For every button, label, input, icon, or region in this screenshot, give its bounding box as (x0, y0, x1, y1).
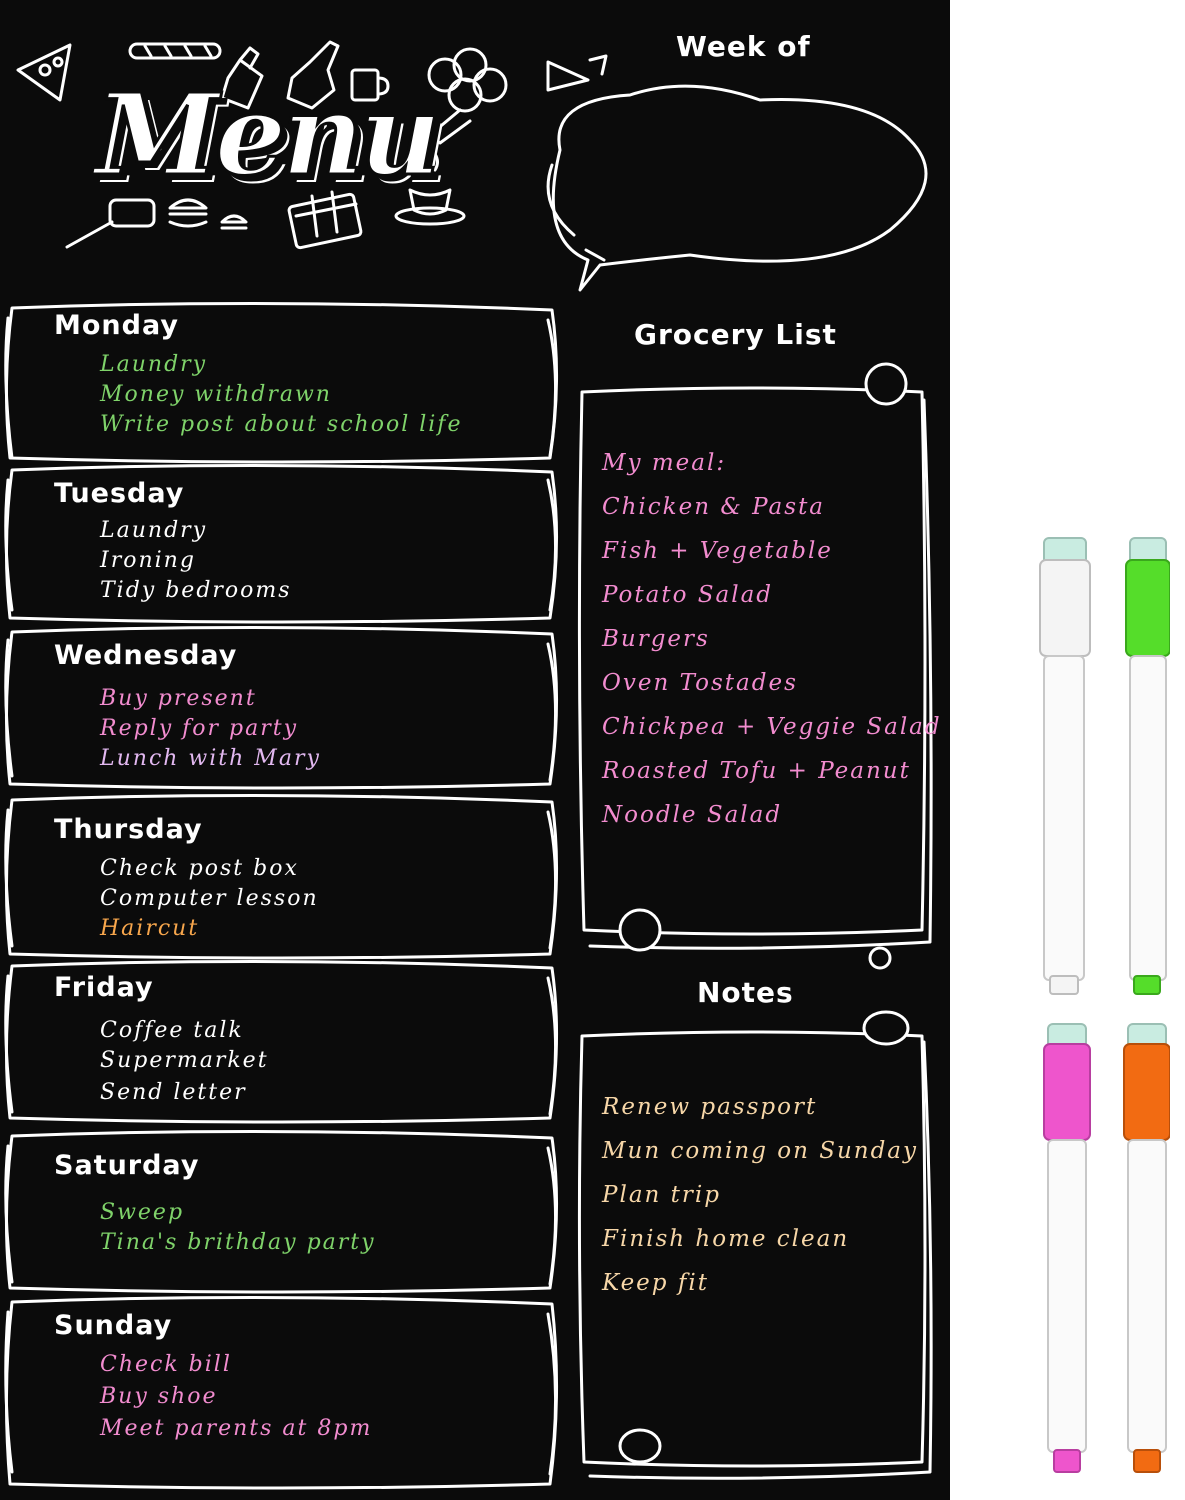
broccoli-icon (429, 49, 506, 143)
green-marker (1126, 538, 1170, 994)
white-marker (1040, 538, 1090, 994)
pizza-slice-icon (18, 45, 70, 100)
grocery-item: Chickpea + Veggie Salad (602, 714, 942, 740)
day-name-friday: Friday (54, 972, 154, 1003)
task-item: Haircut (100, 916, 200, 941)
task-item: Tidy bedrooms (100, 578, 292, 603)
pink-marker (1044, 1024, 1090, 1472)
day-name-tuesday: Tuesday (54, 478, 185, 509)
grocery-item: Burgers (602, 626, 710, 652)
task-item: Check post box (100, 856, 299, 881)
grocery-item: Potato Salad (602, 582, 774, 608)
task-item: Coffee talk (100, 1018, 244, 1043)
task-item: Ironing (100, 548, 196, 573)
task-item: Laundry (100, 352, 208, 377)
day-name-wednesday: Wednesday (54, 640, 238, 671)
task-item: Check bill (100, 1352, 232, 1377)
task-item: Meet parents at 8pm (100, 1416, 373, 1441)
note-item: Finish home clean (602, 1226, 850, 1252)
speech-bubble-icon (548, 56, 926, 290)
frying-pan-icon (67, 200, 154, 247)
task-item: Laundry (100, 518, 208, 543)
grocery-item: My meal: (602, 450, 727, 476)
orange-marker (1124, 1024, 1170, 1472)
day-name-saturday: Saturday (54, 1150, 200, 1181)
task-item: Sweep (100, 1200, 185, 1225)
grocery-item: Noodle Salad (602, 802, 783, 828)
note-item: Mun coming on Sunday (602, 1138, 919, 1164)
task-item: Buy present (100, 686, 257, 711)
grocery-item: Chicken & Pasta (602, 494, 826, 520)
burger-icon (170, 200, 246, 228)
note-item: Renew passport (602, 1094, 818, 1120)
grocery-item: Fish + Vegetable (602, 538, 833, 564)
task-item: Money withdrawn (100, 382, 332, 407)
day-name-sunday: Sunday (54, 1310, 173, 1341)
task-item: Computer lesson (100, 886, 319, 911)
week-of-label: Week of (676, 30, 811, 63)
note-item: Keep fit (602, 1270, 709, 1296)
note-item: Plan trip (602, 1182, 721, 1208)
task-item: Buy shoe (100, 1384, 218, 1409)
day-name-monday: Monday (54, 310, 179, 341)
grocery-item: Roasted Tofu + Peanut (602, 758, 911, 784)
task-item: Write post about school life (100, 412, 463, 437)
task-item: Lunch with Mary (100, 746, 321, 771)
grocery-list-title: Grocery List (634, 318, 837, 351)
task-item: Reply for party (100, 716, 299, 741)
menu-title: Menu (95, 70, 438, 201)
baguette-icon (130, 44, 220, 58)
task-item: Tina's brithday party (100, 1230, 376, 1255)
task-item: Send letter (100, 1080, 247, 1105)
task-item: Supermarket (100, 1048, 269, 1073)
notes-title: Notes (697, 976, 794, 1009)
day-name-thursday: Thursday (54, 814, 203, 845)
chalk-markers (1030, 530, 1170, 1490)
grocery-item: Oven Tostades (602, 670, 798, 696)
